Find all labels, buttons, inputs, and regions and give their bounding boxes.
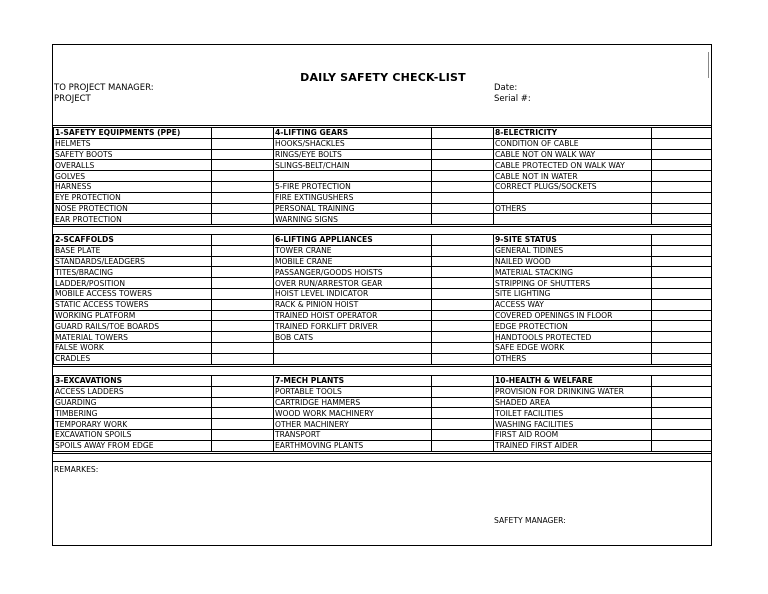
item-label: MOBILE CRANE — [274, 256, 432, 267]
item-label: MOBILE ACCESS TOWERS — [54, 288, 212, 299]
check-cell[interactable] — [432, 310, 494, 321]
check-cell[interactable] — [652, 192, 712, 203]
item-label: 5-FIRE PROTECTION — [274, 181, 432, 192]
item-label: GOLVES — [54, 171, 212, 182]
check-cell[interactable] — [212, 267, 274, 278]
check-cell[interactable] — [652, 138, 712, 149]
item-label: WORKING PLATFORM — [54, 310, 212, 321]
item-label: EAR PROTECTION — [54, 214, 212, 225]
item-label: STANDARDS/LEADGERS — [54, 256, 212, 267]
item-label: TRAINED FIRST AIDER — [494, 440, 652, 451]
check-cell[interactable] — [212, 256, 274, 267]
item-label: NOSE PROTECTION — [54, 203, 212, 214]
item-label — [494, 192, 652, 203]
item-label: SLINGS-BELT/CHAIN — [274, 160, 432, 171]
section-table-3 — [53, 375, 712, 452]
checklist-row — [54, 353, 712, 364]
check-cell[interactable] — [652, 332, 712, 343]
page-title: DAILY SAFETY CHECK-LIST — [300, 71, 466, 84]
check-cell[interactable] — [432, 440, 494, 451]
item-label: TIMBERING — [54, 408, 212, 419]
check-cell[interactable] — [212, 321, 274, 332]
check-cell[interactable] — [432, 386, 494, 397]
item-label: MATERIAL TOWERS — [54, 332, 212, 343]
check-cell[interactable] — [652, 149, 712, 160]
item-label: HOOKS/SHACKLES — [274, 138, 432, 149]
item-label: CRADLES — [54, 353, 212, 364]
item-label: HANDTOOLS PROTECTED — [494, 332, 652, 343]
check-cell[interactable] — [652, 214, 712, 225]
item-label: BOB CATS — [274, 332, 432, 343]
item-label: STRIPPING OF SHUTTERS — [494, 278, 652, 289]
check-cell[interactable] — [652, 440, 712, 451]
item-label: GUARD RAILS/TOE BOARDS — [54, 321, 212, 332]
check-cell[interactable] — [212, 171, 274, 182]
checklist-row — [54, 288, 712, 299]
item-label: NAILED WOOD — [494, 256, 652, 267]
item-label: OTHERS — [494, 203, 652, 214]
check-cell[interactable] — [432, 288, 494, 299]
check-cell[interactable] — [212, 408, 274, 419]
check-cell[interactable] — [212, 203, 274, 214]
check-cell[interactable] — [432, 419, 494, 430]
item-label: FALSE WORK — [54, 342, 212, 353]
item-label: 6-LIFTING APPLIANCES — [274, 235, 432, 246]
check-cell[interactable] — [212, 235, 274, 246]
item-label: HELMETS — [54, 138, 212, 149]
item-label — [494, 214, 652, 225]
item-label: RACK & PINION HOIST — [274, 299, 432, 310]
item-label: STATIC ACCESS TOWERS — [54, 299, 212, 310]
item-label: 10-HEALTH & WELFARE — [494, 376, 652, 387]
check-cell[interactable] — [212, 245, 274, 256]
checklist-row — [54, 321, 712, 332]
item-label: PROVISION FOR DRINKING WATER — [494, 386, 652, 397]
check-cell[interactable] — [432, 245, 494, 256]
check-cell[interactable] — [212, 160, 274, 171]
item-label: TOWER CRANE — [274, 245, 432, 256]
check-cell[interactable] — [212, 440, 274, 451]
check-cell[interactable] — [652, 267, 712, 278]
check-cell[interactable] — [432, 429, 494, 440]
item-label: EARTHMOVING PLANTS — [274, 440, 432, 451]
item-label: OVER RUN/ARRESTOR GEAR — [274, 278, 432, 289]
check-cell[interactable] — [432, 149, 494, 160]
checklist-row — [54, 342, 712, 353]
checklist-row — [54, 214, 712, 225]
project-label: PROJECT — [54, 94, 91, 104]
item-label: PORTABLE TOOLS — [274, 386, 432, 397]
check-cell[interactable] — [652, 353, 712, 364]
check-cell[interactable] — [652, 160, 712, 171]
item-label: CABLE NOT IN WATER — [494, 171, 652, 182]
item-label: 4-LIFTING GEARS — [274, 128, 432, 139]
item-label: EXCAVATION SPOILS — [54, 429, 212, 440]
check-cell[interactable] — [652, 256, 712, 267]
item-label: HARNESS — [54, 181, 212, 192]
checklist-row — [54, 181, 712, 192]
check-cell[interactable] — [432, 267, 494, 278]
item-label: OTHERS — [494, 353, 652, 364]
check-cell[interactable] — [432, 128, 494, 139]
check-cell[interactable] — [432, 353, 494, 364]
section-divider — [53, 125, 711, 126]
item-label: SHADED AREA — [494, 397, 652, 408]
item-label: EYE PROTECTION — [54, 192, 212, 203]
check-cell[interactable] — [432, 299, 494, 310]
item-label — [274, 353, 432, 364]
item-label: TRAINED FORKLIFT DRIVER — [274, 321, 432, 332]
item-label: 2-SCAFFOLDS — [54, 235, 212, 246]
check-cell[interactable] — [432, 332, 494, 343]
checklist-row — [54, 256, 712, 267]
section-divider — [53, 453, 711, 454]
item-label: 8-ELECTRICITY — [494, 128, 652, 139]
item-label: ACCESS WAY — [494, 299, 652, 310]
item-label: SAFE EDGE WORK — [494, 342, 652, 353]
check-cell[interactable] — [432, 181, 494, 192]
check-cell[interactable] — [432, 376, 494, 387]
section-divider — [53, 461, 711, 462]
checklist-row — [54, 419, 712, 430]
check-cell[interactable] — [212, 429, 274, 440]
item-label — [274, 342, 432, 353]
check-cell[interactable] — [432, 278, 494, 289]
item-label: CORRECT PLUGS/SOCKETS — [494, 181, 652, 192]
checklist-row — [54, 149, 712, 160]
checklist-row — [54, 138, 712, 149]
item-label: TRANSPORT — [274, 429, 432, 440]
section-table-1 — [53, 127, 712, 225]
checklist-row — [54, 245, 712, 256]
check-cell[interactable] — [652, 235, 712, 246]
check-cell[interactable] — [652, 128, 712, 139]
item-label: CABLE PROTECTED ON WALK WAY — [494, 160, 652, 171]
section-header-row — [54, 235, 712, 246]
item-label: PERSONAL TRAINING — [274, 203, 432, 214]
item-label: 3-EXCAVATIONS — [54, 376, 212, 387]
item-label: 7-MECH PLANTS — [274, 376, 432, 387]
check-cell[interactable] — [432, 171, 494, 182]
checklist-row — [54, 386, 712, 397]
checklist-row — [54, 332, 712, 343]
check-cell[interactable] — [212, 192, 274, 203]
check-cell[interactable] — [652, 408, 712, 419]
checklist-row — [54, 310, 712, 321]
check-cell[interactable] — [652, 171, 712, 182]
check-cell[interactable] — [652, 299, 712, 310]
item-label: MATERIAL STACKING — [494, 267, 652, 278]
check-cell[interactable] — [212, 128, 274, 139]
checklist-row — [54, 278, 712, 289]
remarks-label: REMARKES: — [54, 465, 99, 474]
check-cell[interactable] — [652, 429, 712, 440]
checklist-sheet — [52, 44, 712, 546]
item-label: WARNING SIGNS — [274, 214, 432, 225]
check-cell[interactable] — [432, 214, 494, 225]
check-cell[interactable] — [652, 321, 712, 332]
to-project-manager-label: TO PROJECT MANAGER: — [54, 83, 154, 93]
item-label: CONDITION OF CABLE — [494, 138, 652, 149]
check-cell[interactable] — [652, 419, 712, 430]
item-label — [274, 171, 432, 182]
check-cell[interactable] — [432, 321, 494, 332]
item-label: GENERAL TIDINES — [494, 245, 652, 256]
checklist-row — [54, 440, 712, 451]
item-label: CARTRIDGE HAMMERS — [274, 397, 432, 408]
check-cell[interactable] — [212, 138, 274, 149]
checklist-row — [54, 429, 712, 440]
check-cell[interactable] — [652, 278, 712, 289]
check-cell[interactable] — [432, 235, 494, 246]
check-cell[interactable] — [212, 386, 274, 397]
check-cell[interactable] — [432, 138, 494, 149]
item-label: TEMPORARY WORK — [54, 419, 212, 430]
item-label: FIRE EXTINGUSHERS — [274, 192, 432, 203]
check-cell[interactable] — [212, 376, 274, 387]
item-label: FIRST AID ROOM — [494, 429, 652, 440]
item-label: TOILET FACILITIES — [494, 408, 652, 419]
check-cell[interactable] — [212, 181, 274, 192]
section-divider — [53, 226, 711, 227]
item-label: WOOD WORK MACHINERY — [274, 408, 432, 419]
check-cell[interactable] — [432, 408, 494, 419]
date-label: Date: — [494, 83, 518, 93]
item-label: 9-SITE STATUS — [494, 235, 652, 246]
item-label: RINGS/EYE BOLTS — [274, 149, 432, 160]
item-label: OVERALLS — [54, 160, 212, 171]
section-table-2 — [53, 234, 712, 365]
check-cell[interactable] — [212, 288, 274, 299]
item-label: SPOILS AWAY FROM EDGE — [54, 440, 212, 451]
checklist-row — [54, 397, 712, 408]
check-cell[interactable] — [652, 376, 712, 387]
item-label: COVERED OPENINGS IN FLOOR — [494, 310, 652, 321]
check-cell[interactable] — [652, 203, 712, 214]
check-cell[interactable] — [432, 160, 494, 171]
item-label: HOIST LEVEL INDICATOR — [274, 288, 432, 299]
item-label: TRAINED HOIST OPERATOR — [274, 310, 432, 321]
section-divider — [53, 366, 711, 367]
check-cell[interactable] — [212, 214, 274, 225]
check-cell[interactable] — [212, 299, 274, 310]
item-label: ACCESS LADDERS — [54, 386, 212, 397]
checklist-row — [54, 267, 712, 278]
check-cell[interactable] — [652, 181, 712, 192]
check-cell[interactable] — [652, 397, 712, 408]
item-label: CABLE NOT ON WALK WAY — [494, 149, 652, 160]
section-header-row — [54, 376, 712, 387]
checklist-row — [54, 171, 712, 182]
checklist-row — [54, 160, 712, 171]
check-cell[interactable] — [212, 419, 274, 430]
item-label: GUARDING — [54, 397, 212, 408]
serial-label: Serial #: — [494, 94, 531, 104]
check-cell[interactable] — [212, 278, 274, 289]
check-cell[interactable] — [432, 203, 494, 214]
section-header-row — [54, 128, 712, 139]
item-label: SAFETY BOOTS — [54, 149, 212, 160]
check-cell[interactable] — [432, 256, 494, 267]
item-label: LADDER/POSITION — [54, 278, 212, 289]
check-cell[interactable] — [432, 342, 494, 353]
check-cell[interactable] — [652, 342, 712, 353]
check-cell[interactable] — [432, 192, 494, 203]
check-cell[interactable] — [652, 288, 712, 299]
item-label: OTHER MACHINERY — [274, 419, 432, 430]
checklist-row — [54, 299, 712, 310]
check-cell[interactable] — [212, 397, 274, 408]
item-label: PASSANGER/GOODS HOISTS — [274, 267, 432, 278]
item-label: EDGE PROTECTION — [494, 321, 652, 332]
check-cell[interactable] — [212, 310, 274, 321]
check-cell[interactable] — [652, 310, 712, 321]
check-cell[interactable] — [652, 386, 712, 397]
check-cell[interactable] — [432, 397, 494, 408]
item-label: BASE PLATE — [54, 245, 212, 256]
item-label: TITES/BRACING — [54, 267, 212, 278]
item-label: SITE LIGHTING — [494, 288, 652, 299]
check-cell[interactable] — [212, 332, 274, 343]
checklist-row — [54, 192, 712, 203]
safety-manager-label: SAFETY MANAGER: — [494, 516, 566, 525]
check-cell[interactable] — [212, 353, 274, 364]
checklist-row — [54, 203, 712, 214]
check-cell[interactable] — [212, 149, 274, 160]
checklist-row — [54, 408, 712, 419]
item-label: WASHING FACILITIES — [494, 419, 652, 430]
check-cell[interactable] — [212, 342, 274, 353]
check-cell[interactable] — [652, 245, 712, 256]
item-label: 1-SAFETY EQUIPMENTS (PPE) — [54, 128, 212, 139]
